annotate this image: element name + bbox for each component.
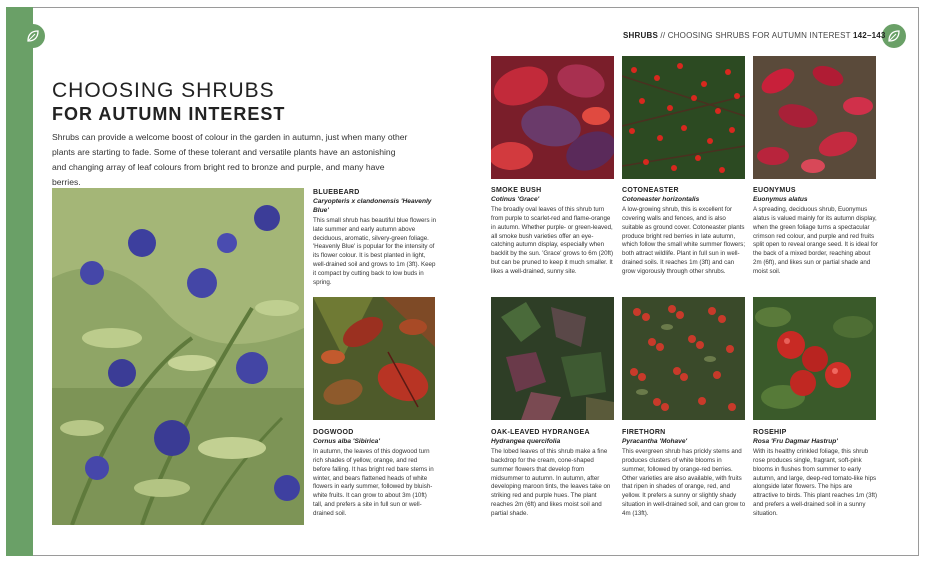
plant-latin-name: Euonymus alatus: [753, 195, 808, 203]
plant-description: A low-growing shrub, this is excellent for covering walls and fences, and is also suitable as ground cover. Cotoneaster plants produce bright red berries in late autumn, which follow the small white summer flowers; both attract wildlife. Plant in full sun in well-drained soils. It reaches 1m (3ft) and can grow vigorously through other shrubs.: [622, 205, 746, 276]
page-subtitle: FOR AUTUMN INTEREST: [52, 104, 286, 124]
plant-name: EUONYMUS: [753, 187, 796, 194]
plant-entry-cotoneaster: [622, 187, 747, 277]
plant-entry-firethorn: [622, 429, 747, 519]
header-separator: //: [657, 31, 668, 40]
header-section: SHRUBS: [623, 31, 658, 40]
plant-description: This evergreen shrub has prickly stems and produces clusters of white blooms in summer, followed by orange-red berries. Other varieties are also available, with fruits that ripen in shades of orange, red, and yellow. It prefers a sunny or slightly shady situation in well-drained soil, and can grow to 4m (13ft).: [622, 447, 746, 518]
rosehip-photo: [753, 297, 876, 420]
leaf-icon: [21, 24, 45, 48]
plant-entry-euonymus: [753, 187, 878, 277]
plant-name: ROSEHIP: [753, 429, 787, 436]
plant-entry-rosehip: [753, 429, 878, 519]
plant-latin-name: Hydrangea quercifolia: [491, 437, 561, 445]
oak-leaved-hydrangea-photo: [491, 297, 614, 420]
dogwood-photo: [313, 297, 435, 420]
plant-latin-name: Cornus alba 'Sibirica': [313, 437, 380, 445]
bluebeard-photo: [52, 188, 304, 525]
plant-name: SMOKE BUSH: [491, 187, 542, 194]
plant-description: This small shrub has beautiful blue flowers in late summer and early autumn above deciduous, aromatic, silvery-green foliage. 'Heavenly Blue' is popular for the intensity of its flower colour. It is best planted in light, well-drained soil and grows to 1m (3ft). Keep it compact by cutting back to low buds in spring.: [313, 216, 437, 287]
firethorn-photo: [622, 297, 745, 420]
plant-latin-name: Rosa 'Fru Dagmar Hastrup': [753, 437, 838, 445]
intro-paragraph: Shrubs can provide a welcome boost of colour in the garden in autumn, just when many other plants are starting to fade. Some of these tolerant and versatile plants have an astonishing and changing array of leaf colours from bright red to bronze and purple, and many have berries.: [52, 132, 408, 187]
plant-latin-name: Caryopteris x clandonensis 'Heavenly Blue': [313, 197, 432, 214]
header-chapter: CHOOSING SHRUBS FOR AUTUMN INTEREST: [667, 31, 851, 40]
euonymus-photo: [753, 56, 876, 179]
plant-latin-name: Pyracantha 'Mohave': [622, 437, 688, 445]
plant-name: FIRETHORN: [622, 429, 666, 436]
page-numbers: 142–143: [853, 31, 886, 40]
running-header: [623, 31, 886, 40]
page-title: CHOOSING SHRUBS: [52, 79, 275, 102]
plant-description: The broadly oval leaves of this shrub turn from purple to scarlet-red and flame-orange in autumn. Whether purple- or green-leaved, all smoke bush varieties offer an eye-catching autumn display, especially when backlit by the sun. 'Grace' grows to 6m (20ft) but can be pruned to keep it much smaller. It likes a well-drained, sunny site.: [491, 205, 614, 276]
plant-description: A spreading, deciduous shrub, Euonymus alatus is valued mainly for its autumn display, when the green foliage turns a spectacular crimson red colour, and purple and red fruits split open to reveal orange seed. It is ideal for the back of a mixed border, reaching about 2m (6ft), and likes sun or partial shade and moist soil.: [753, 205, 878, 276]
plant-latin-name: Cotinus 'Grace': [491, 195, 540, 203]
plant-description: The lobed leaves of this shrub make a fine backdrop for the cream, cone-shaped summer flowers that develop from midsummer to autumn. In autumn, after developing maroon tints, the leaves take on striking red and purple hues. The plant reaches 2m (6ft) and likes moist soil and partial shade.: [491, 447, 611, 518]
plant-entry-dogwood: [313, 429, 435, 519]
plant-description: In autumn, the leaves of this dogwood turn rich shades of yellow, orange, and red before falling. It has bright red bare stems in winter, and bears flattened heads of white flowers in early summer, followed by bluish-white fruits. It can grow to about 3m (10ft) tall, and prefers a site in full sun or well-drained soil.: [313, 447, 434, 518]
plant-entry-smoke-bush: [491, 187, 616, 277]
plant-latin-name: Cotoneaster horizontalis: [622, 195, 700, 203]
cotoneaster-photo: [622, 56, 745, 179]
page-spine-bar: [6, 7, 33, 556]
plant-name: OAK-LEAVED HYDRANGEA: [491, 429, 590, 436]
plant-name: BLUEBEARD: [313, 189, 360, 196]
plant-name: DOGWOOD: [313, 429, 354, 436]
plant-description: With its healthy crinkled foliage, this shrub rose produces single, fragrant, soft-pink blooms in flushes from summer to early autumn, and large, deep-red tomato-like hips alongside later flowers. The hips are attractive to birds. This plant reaches 1m (3ft) and prefers a well-drained soil in a sunny situation.: [753, 447, 878, 518]
plant-entry-bluebeard: [313, 189, 437, 288]
plant-entry-oak-leaved-hydrangea: [491, 429, 616, 519]
smoke-bush-photo: [491, 56, 614, 179]
plant-name: COTONEASTER: [622, 187, 679, 194]
